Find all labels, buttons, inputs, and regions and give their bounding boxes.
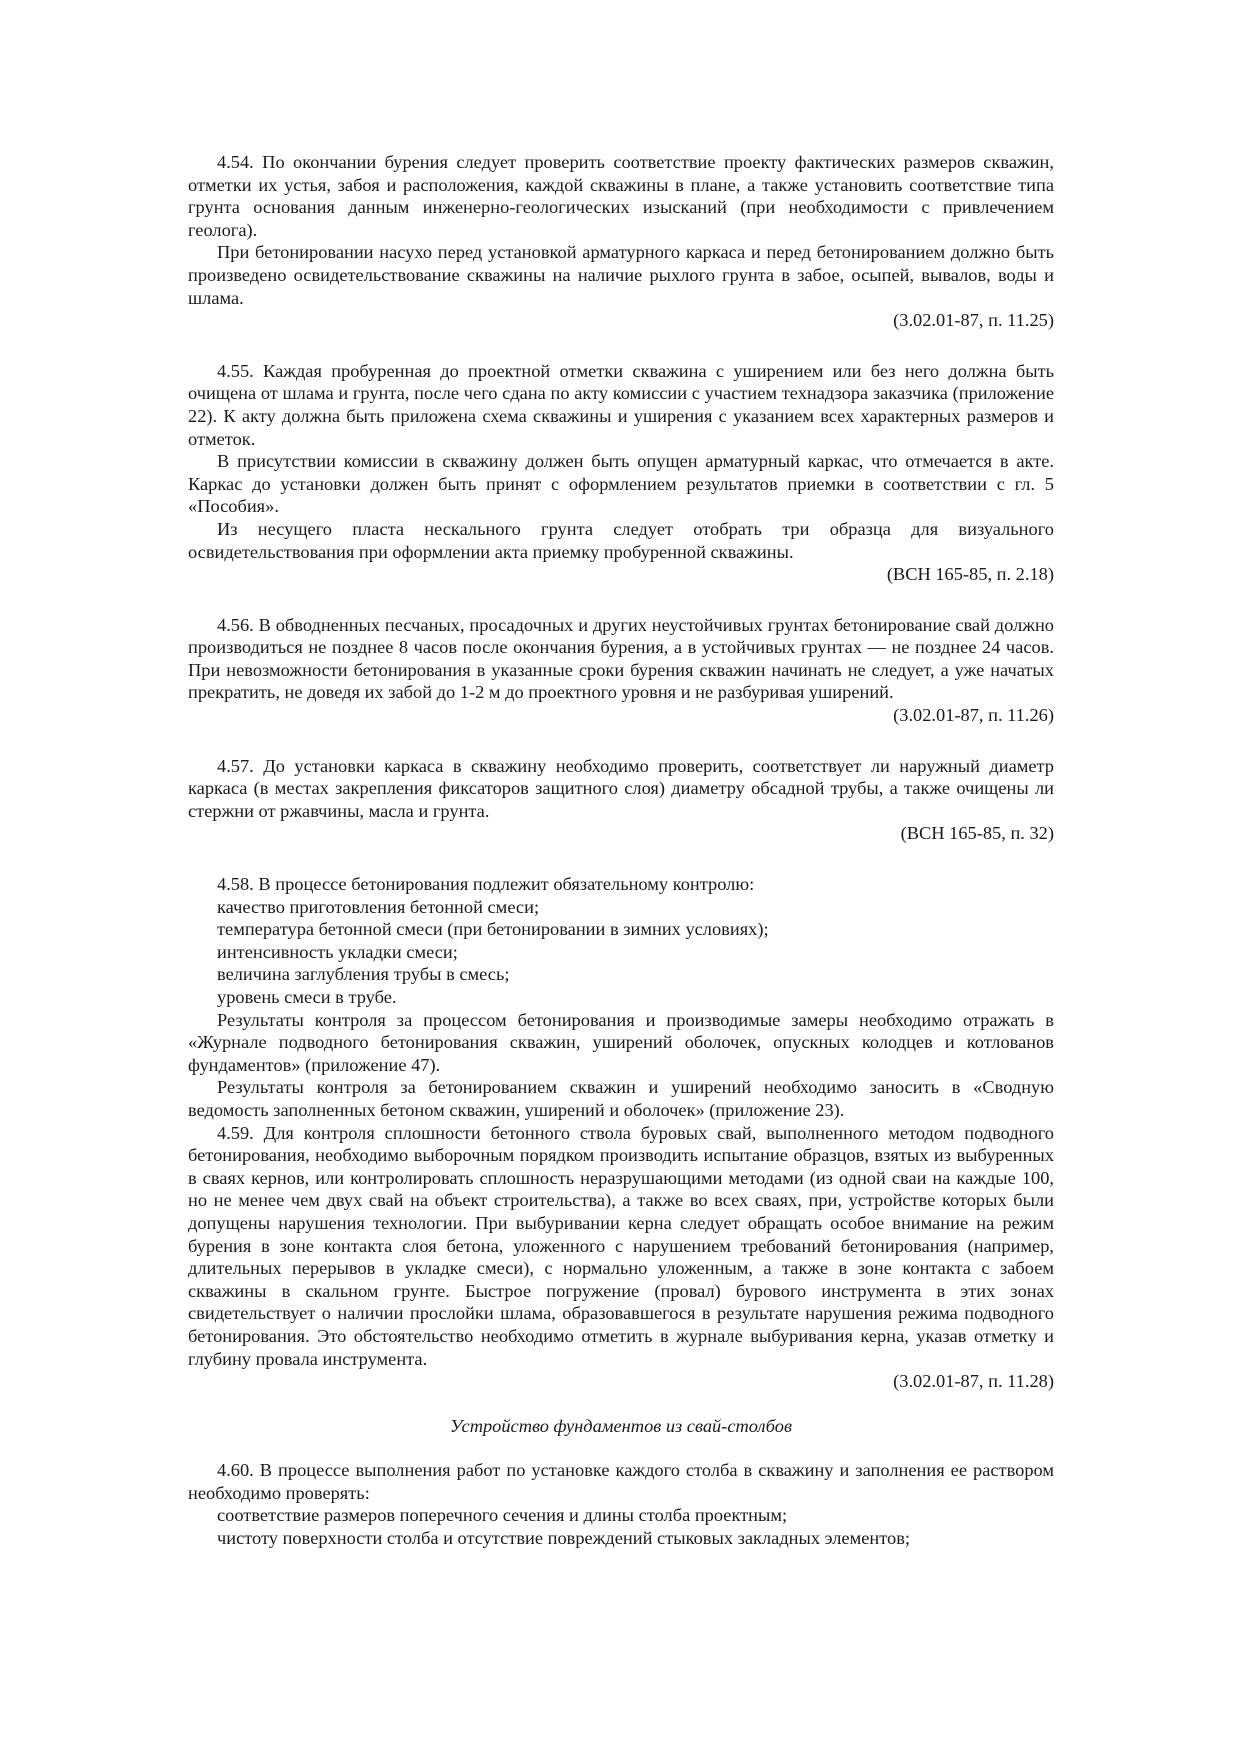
paragraph-4-58-intro: 4.58. В процессе бетонирования подлежит обязательному контролю: [217, 874, 755, 895]
paragraph-4-60: 4.60. В процессе выполнения работ по установке каждого столба в скважину и заполнения ее раствором необходимо проверять: [188, 1460, 1054, 1503]
list-item: качество приготовления бетонной смеси; [217, 896, 540, 917]
list-item: интенсивность укладки смеси; [217, 941, 458, 962]
list-item: величина заглубления трубы в смесь; [217, 964, 510, 985]
list-item: уровень смеси в трубе. [217, 987, 397, 1007]
reference-4-59: (3.02.01-87, п. 11.28) [893, 1371, 1054, 1392]
paragraph-4-59: 4.59. Для контроля сплошности бетонного ствола буровых свай, выполненного методом подводного бетонирования, необходимо выборочным порядком производить испытание образцов, взятых из выбуренных в сваях кернов, или контролировать сплошность неразрушающими методами (из одной сваи на каждые 100, но не менее чем двух свай на объект строительства), а также во всех сваях, при, устройстве которых были допущены нарушения технологии. При выбуривании керна следует обращать особое внимание на режим бурения в зоне контакта слоя бетона, уложенного с нарушением требований бетонирования (например, длительных перерывов в укладке смеси), с нормально уложенным, а также в зоне контакта с забоем скважины в скальном грунте. Быстрое погружение (провал) бурового инструмента в этих зонах свидетельствует о наличии прослойки шлама, образовавшегося в результате нарушения режима подводного бетонирования. Это обстоятельство необходимо отметить в журнале выбуривания керна, указав отметку и глубину провала инструмента. [188, 1122, 1054, 1369]
list-item: соответствие размеров поперечного сечения и длины столба проектным; [217, 1505, 788, 1526]
paragraph-4-58-journal: Результаты контроля за процессом бетонирования и производимые замеры необходимо отражать в «Журнале подводного бетонирования скважин, уширений оболочек, опускных колодцев и котлованов фундаментов» (приложение 47). [188, 1009, 1054, 1075]
reference-4-54: (3.02.01-87, п. 11.25) [893, 310, 1054, 331]
paragraph-4-56: 4.56. В обводненных песчаных, просадочных и других неустойчивых грунтах бетонирование свай должно производиться не позднее 8 часов после окончания бурения, а в устойчивых грунтах — не позднее 24 часов. При невозможности бетонирования в указанные сроки бурения скважин начинать не следует, а уже начатых прекратить, не доведя их забой до 1-2 м до проектного уровня и не разбуривая уширений. [188, 614, 1054, 703]
list-item: температура бетонной смеси (при бетонировании в зимних условиях); [217, 919, 769, 940]
reference-4-56: (3.02.01-87, п. 11.26) [893, 705, 1054, 726]
reference-4-57: (ВСН 165-85, п. 32) [900, 823, 1054, 844]
paragraph-4-54: 4.54. По окончании бурения следует проверить соответствие проекту фактических размеров скважин, отметки их устья, забоя и расположения, каждой скважины в плане, а также установить соответствие типа грунта основания данным инженерно-геологических изысканий (при необходимости с привлечением геолога). [188, 152, 1054, 240]
paragraph-4-58-summary: Результаты контроля за бетонированием скважин и уширений необходимо заносить в «Сводную ведомость заполненных бетоном скважин, уширений и оболочек» (приложение 23). [188, 1077, 1054, 1120]
paragraph-4-55-commission: В присутствии комиссии в скважину должен быть опущен арматурный каркас, что отмечается в акте. Каркас до установки должен быть принят с оформлением результатов приемки в соответствии с гл. 5 «Пособия». [188, 451, 1054, 517]
list-item: чистоту поверхности столба и отсутствие повреждений стыковых закладных элементов; [217, 1528, 910, 1549]
paragraph-4-55: 4.55. Каждая пробуренная до проектной отметки скважина с уширением или без него должна быть очищена от шлама и грунта, после чего сдана по акту комиссии с участием технадзора заказчика (приложение 22). К акту должна быть приложена схема скважины и уширения с указанием всех характерных размеров и отметок. [188, 360, 1054, 449]
reference-4-55: (ВСН 165-85, п. 2.18) [886, 564, 1054, 585]
paragraph-4-54-concreting: При бетонировании насухо перед установкой арматурного каркаса и перед бетонированием должно быть произведено освидетельствование скважины на наличие рыхлого грунта в забое, осыпей, вывалов, воды и шлама. [188, 242, 1054, 308]
paragraph-4-57: 4.57. До установки каркаса в скважину необходимо проверить, соответствует ли наружный диаметр каркаса (в местах закрепления фиксаторов защитного слоя) диаметру обсадной трубы, а также очищены ли стержни от ржавчины, масла и грунта. [188, 755, 1054, 821]
document-page [188, 151, 1054, 1550]
section-heading: Устройство фундаментов из свай-столбов [450, 1415, 792, 1436]
paragraph-4-55-samples: Из несущего пласта нескального грунта следует отобрать три образца для визуального освидетельствования при оформлении акта приемку пробуренной скважины. [188, 518, 1054, 562]
